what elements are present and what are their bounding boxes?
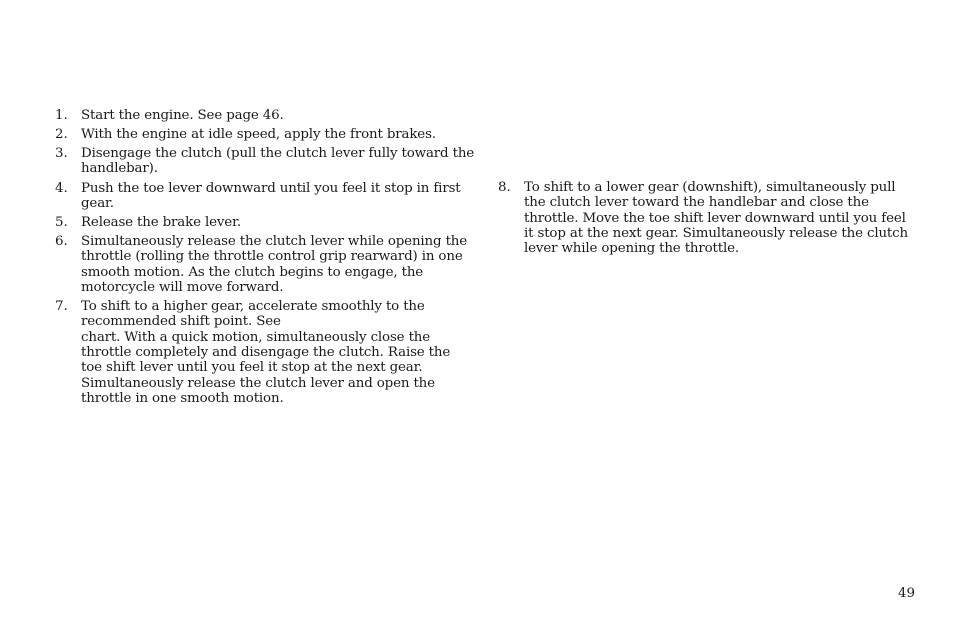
step-3 [55, 146, 475, 177]
step-text-line: chart. With a quick motion, simultaneously close the throttle completely and disengage the clutch. Raise the toe shift lever until you feel it stop at the next gear. Simultaneously release the clutch lever and open the throttle in one smooth motion. [81, 329, 451, 406]
step-7 [55, 299, 475, 406]
step-number: 7. [55, 299, 68, 315]
step-number: 3. [55, 146, 68, 162]
step-number: 8. [498, 180, 511, 195]
step-number: 2. [55, 127, 68, 143]
step-1 [55, 108, 475, 123]
step-text: Start the engine. See page 46. [81, 108, 284, 123]
instructions-list-right [498, 180, 918, 260]
step-number: 5. [55, 214, 68, 230]
step-number: 1. [55, 108, 68, 123]
step-text: Simultaneously release the clutch lever while opening the throttle (rolling the throttle control grip rearward) in one smooth motion. As the clutch begins to engage, the motorcycle will move forward. [81, 234, 468, 295]
step-8 [498, 180, 918, 256]
step-number: 6. [55, 234, 68, 250]
step-text [81, 299, 475, 406]
step-text: Release the brake lever. [81, 214, 241, 230]
step-4 [55, 181, 475, 212]
step-text: With the engine at idle speed, apply the front brakes. [81, 127, 436, 143]
step-5 [55, 215, 475, 230]
step-text: Disengage the clutch (pull the clutch lever fully toward the handlebar). [81, 146, 475, 177]
page-number: 49 [897, 586, 915, 601]
step-number: 4. [55, 180, 68, 196]
step-text: Push the toe lever downward until you feel it stop in first gear. [81, 180, 461, 211]
step-text: To shift to a lower gear (downshift), simultaneously pull the clutch lever toward the handlebar and close the throttle. Move the toe shift lever downward until you feel it stop at the next gear. Simultaneously release the clutch lever while opening the throttle. [524, 180, 908, 257]
step-6 [55, 234, 475, 295]
step-2 [55, 127, 475, 142]
step-text-line: To shift to a higher gear, accelerate smoothly to the recommended shift point. See [81, 299, 425, 330]
instructions-list-left [55, 108, 475, 410]
